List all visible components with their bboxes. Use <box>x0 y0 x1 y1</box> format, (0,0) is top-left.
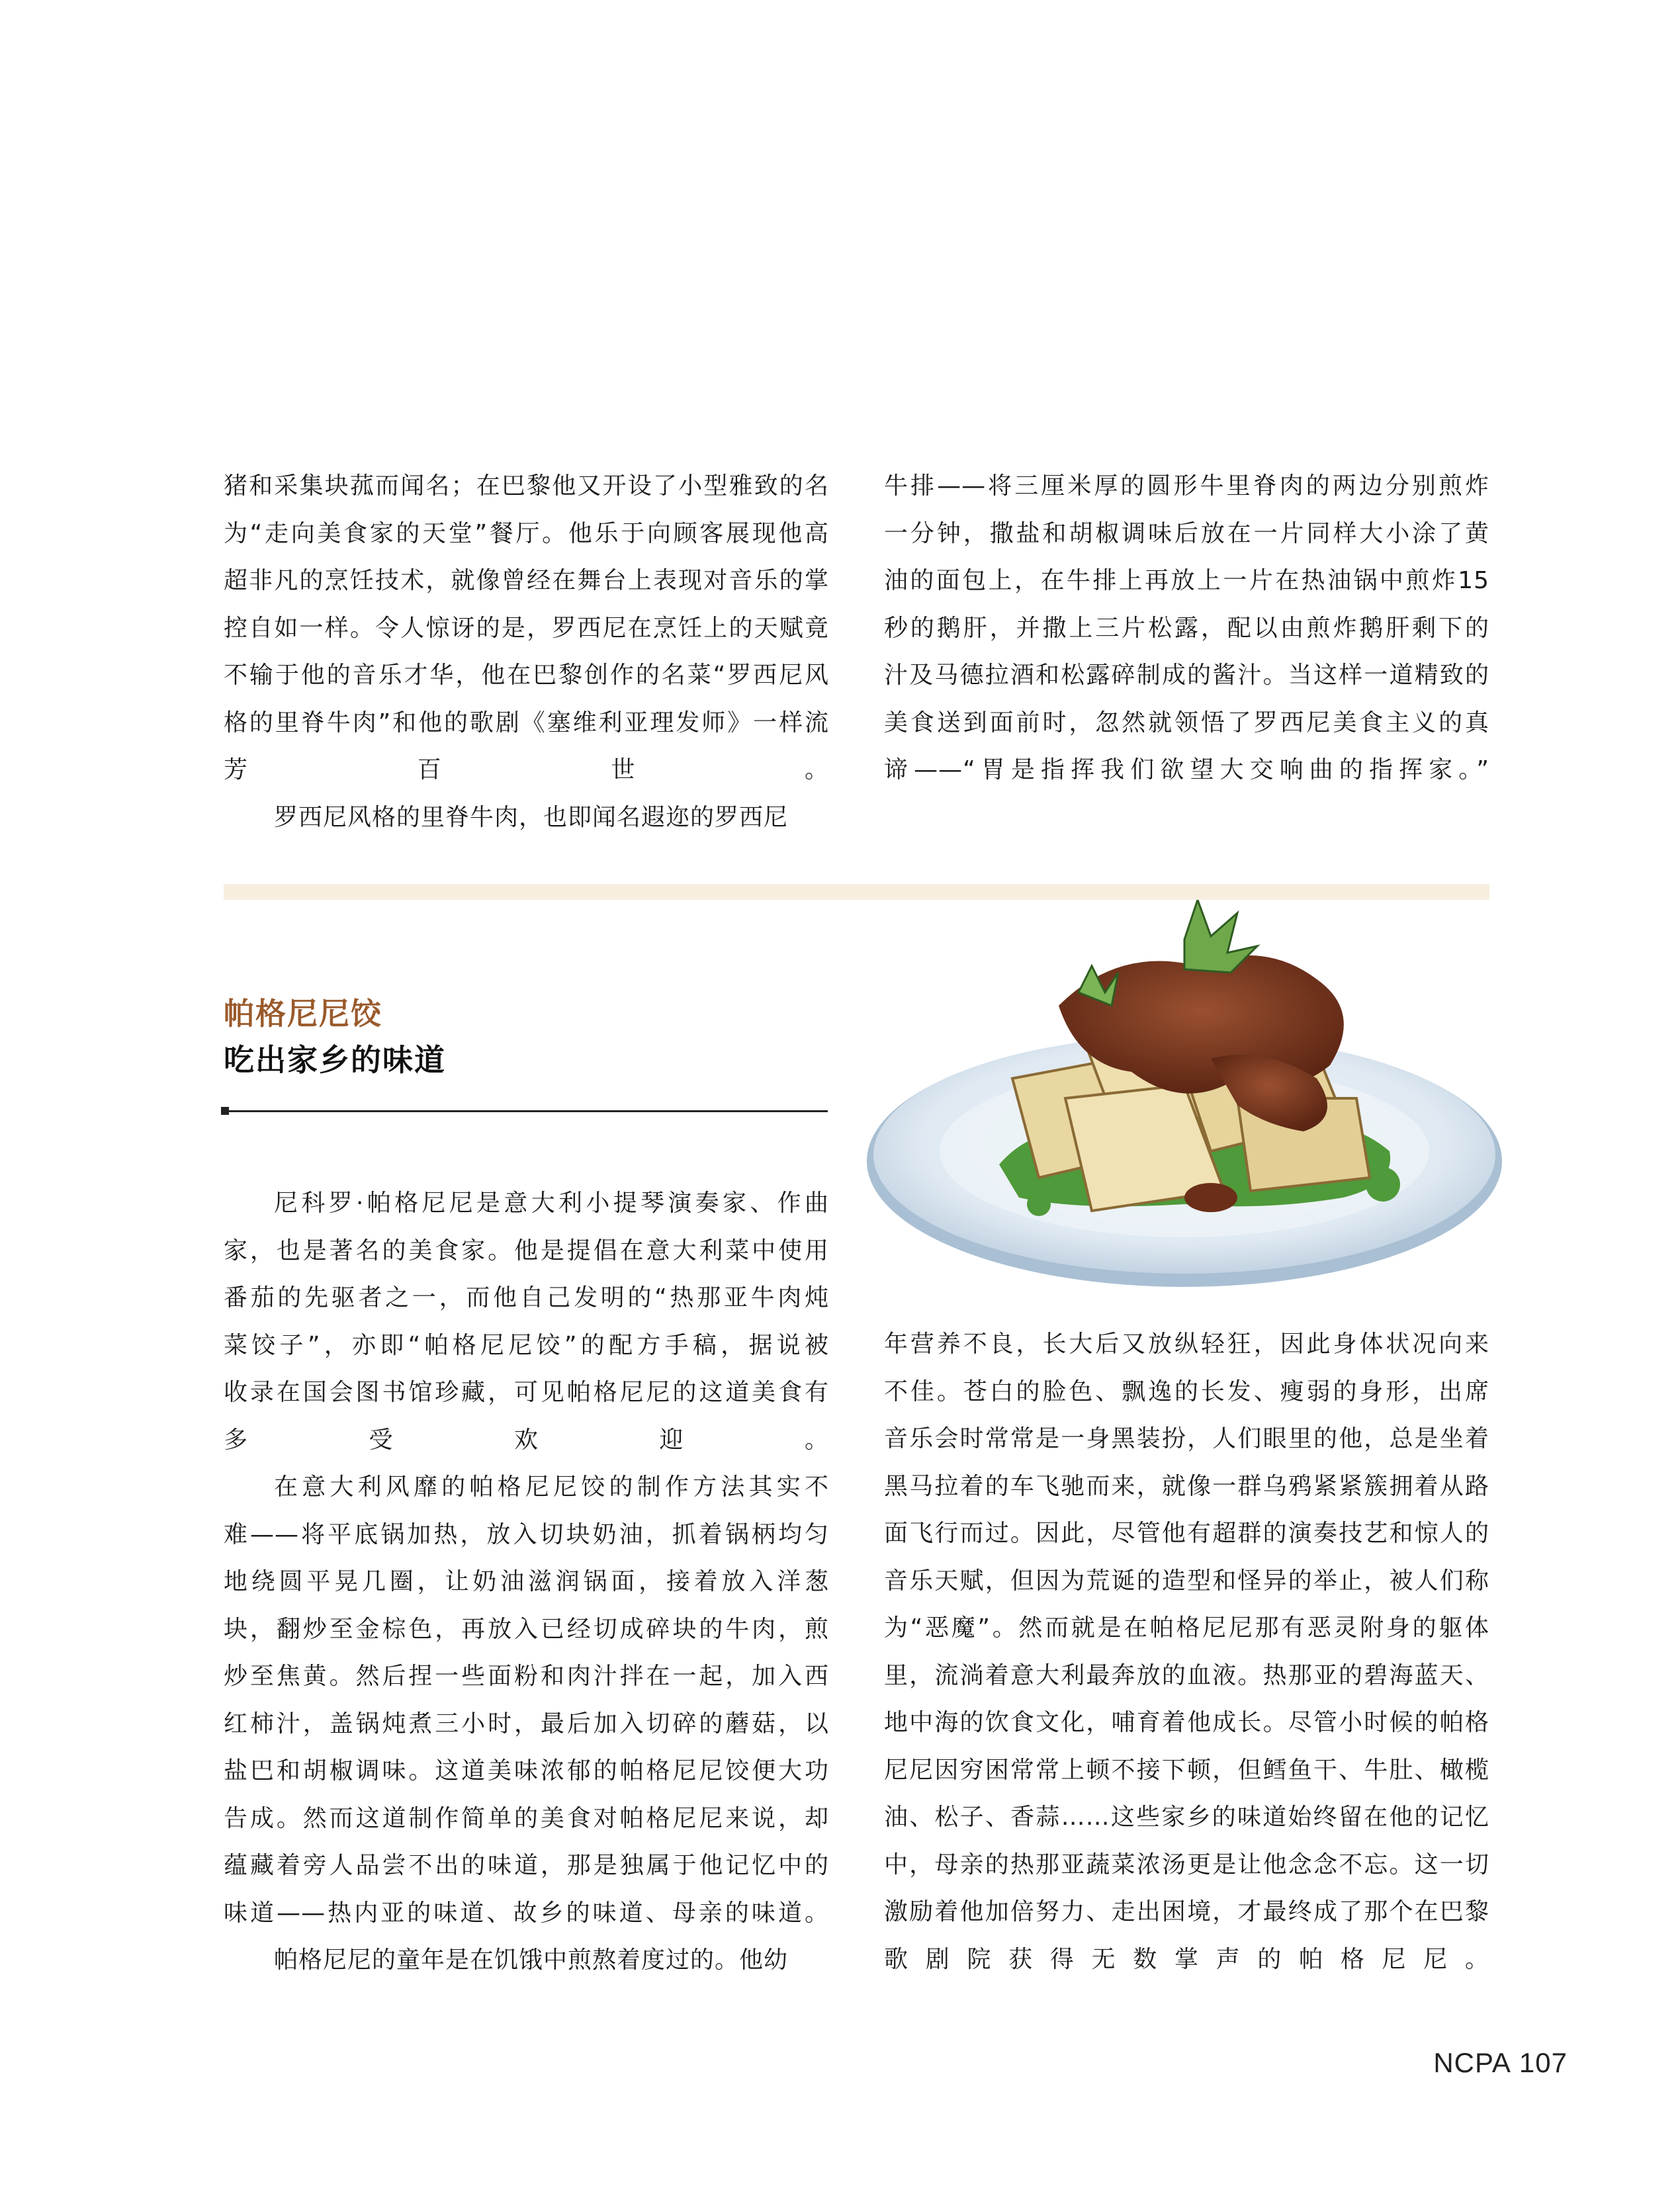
bottom-left-column <box>224 1180 829 1984</box>
text-line: 菜饺子”，亦即“帕格尼尼饺”的配方手稿，据说被 <box>224 1331 829 1359</box>
text-line: 面飞行而过。因此，尽管他有超群的演奏技艺和惊人的 <box>884 1520 1489 1547</box>
paragraph <box>884 1321 1489 1983</box>
magazine-name: NCPA <box>1433 2047 1511 2078</box>
text-line: 不佳。苍白的脸色、飘逸的长发、瘦弱的身形，出席 <box>884 1378 1489 1405</box>
paragraph <box>224 1180 829 1464</box>
text-line: 控自如一样。令人惊讶的是，罗西尼在烹饪上的天赋竟 <box>224 614 829 642</box>
text-line: 超非凡的烹饪技术，就像曾经在舞台上表现对音乐的掌 <box>224 567 829 594</box>
text-line: 一分钟，撒盐和胡椒调味后放在一片同样大小涂了黄 <box>884 519 1489 547</box>
page-footer <box>1425 2047 1568 2079</box>
paragraph <box>224 462 829 794</box>
text-line: 难——将平底锅加热，放入切块奶油，抓着锅柄均匀 <box>224 1520 829 1548</box>
section-rule <box>224 1110 828 1112</box>
page-number: 107 <box>1519 2047 1568 2078</box>
text-line: 芳百世。 <box>224 756 829 783</box>
paragraph: 罗西尼风格的里脊牛肉，也即闻名遐迩的罗西尼 <box>274 803 789 831</box>
text-line: 激励着他加倍努力、走出困境，才最终成了那个在巴黎 <box>884 1898 1489 1925</box>
paragraph <box>884 462 1489 794</box>
section-subtitle: 吃出家乡的味道 <box>224 1042 446 1078</box>
text-line: 里，流淌着意大利最奔放的血液。热那亚的碧海蓝天、 <box>884 1661 1489 1689</box>
text-line: 地绕圆平晃几圈，让奶油滋润锅面，接着放入洋葱 <box>224 1568 829 1595</box>
text-line: 油的面包上，在牛排上再放上一片在热油锅中煎炸15 <box>884 567 1489 594</box>
text-line: 为“恶魔”。然而就是在帕格尼尼那有恶灵附身的躯体 <box>884 1614 1489 1641</box>
text-line: 多受欢迎。 <box>224 1426 829 1454</box>
text-line: 油、松子、香蒜……这些家乡的味道始终留在他的记忆 <box>884 1804 1489 1831</box>
paragraph <box>224 1464 829 1937</box>
text-line: 猪和采集块菰而闻名；在巴黎他又开设了小型雅致的名 <box>224 472 829 500</box>
text-line: 尼尼因穷困常常上顿不接下顿，但鳕鱼干、牛肚、橄榄 <box>884 1756 1489 1784</box>
bottom-right-column <box>884 1321 1489 1983</box>
ravioli-dish-illustration <box>840 900 1528 1297</box>
text-line: 格的里脊牛肉”和他的歌剧《塞维利亚理发师》一样流 <box>224 709 829 736</box>
text-line: 年营养不良，长大后又放纵轻狂，因此身体状况向来 <box>884 1331 1489 1358</box>
text-line: 红柿汁，盖锅炖煮三小时，最后加入切碎的蘑菇，以 <box>224 1710 829 1737</box>
text-line: 黑马拉着的车飞驰而来，就像一群乌鸦紧紧簇拥着从路 <box>884 1472 1489 1500</box>
text-line: 蕴藏着旁人品尝不出的味道，那是独属于他记忆中的 <box>224 1852 829 1879</box>
text-line: 番茄的先驱者之一，而他自己发明的“热那亚牛肉炖 <box>224 1284 829 1311</box>
text-line: 收录在国会图书馆珍藏，可见帕格尼尼的这道美食有 <box>224 1379 829 1406</box>
text-line: 谛——“胃是指挥我们欲望大交响曲的指挥家。” <box>884 756 1489 783</box>
text-line: 中，母亲的热那亚蔬菜浓汤更是让他念念不忘。这一切 <box>884 1851 1489 1878</box>
paragraph: 帕格尼尼的童年是在饥饿中煎熬着度过的。他幼 <box>274 1947 789 1974</box>
section-title: 帕格尼尼饺 <box>224 996 382 1031</box>
text-line: 地中海的饮食文化，哺育着他成长。尽管小时候的帕格 <box>884 1709 1489 1736</box>
section-rule-marker <box>221 1107 229 1115</box>
text-line: 盐巴和胡椒调味。这道美味浓郁的帕格尼尼饺便大功 <box>224 1757 829 1784</box>
text-line: 为“走向美食家的天堂”餐厅。他乐于向顾客展现他高 <box>224 519 829 547</box>
section-divider-band <box>224 884 1489 900</box>
text-line: 不输于他的音乐才华，他在巴黎创作的名菜“罗西尼风 <box>224 662 829 689</box>
text-line: 音乐会时常常是一身黑装扮，人们眼里的他，总是坐着 <box>884 1425 1489 1452</box>
text-line: 美食送到面前时，忽然就领悟了罗西尼美食主义的真 <box>884 709 1489 736</box>
text-line: 牛排——将三厘米厚的圆形牛里脊肉的两边分别煎炸 <box>884 472 1489 500</box>
text-line: 汁及马德拉酒和松露碎制成的酱汁。当这样一道精致的 <box>884 662 1489 689</box>
text-line: 尼科罗·帕格尼尼是意大利小提琴演奏家、作曲 <box>274 1190 829 1217</box>
text-line: 音乐天赋，但因为荒诞的造型和怪异的举止，被人们称 <box>884 1567 1489 1595</box>
text-line: 家，也是著名的美食家。他是提倡在意大利菜中使用 <box>224 1237 829 1264</box>
text-line: 块，翻炒至金棕色，再放入已经切成碎块的牛肉，煎 <box>224 1615 829 1643</box>
text-line: 告成。然而这道制作简单的美食对帕格尼尼来说，却 <box>224 1804 829 1832</box>
text-line: 炒至焦黄。然后捏一些面粉和肉汁拌在一起，加入西 <box>224 1663 829 1690</box>
text-line: 在意大利风靡的帕格尼尼饺的制作方法其实不 <box>274 1473 829 1501</box>
top-right-column <box>884 462 1489 794</box>
top-left-column <box>224 462 829 841</box>
text-line: 歌剧院获得无数掌声的帕格尼尼。 <box>884 1945 1489 1973</box>
text-line: 秒的鹅肝，并撒上三片松露，配以由煎炸鹅肝剩下的 <box>884 614 1489 642</box>
text-line: 味道——热内亚的味道、故乡的味道、母亲的味道。 <box>224 1899 829 1927</box>
